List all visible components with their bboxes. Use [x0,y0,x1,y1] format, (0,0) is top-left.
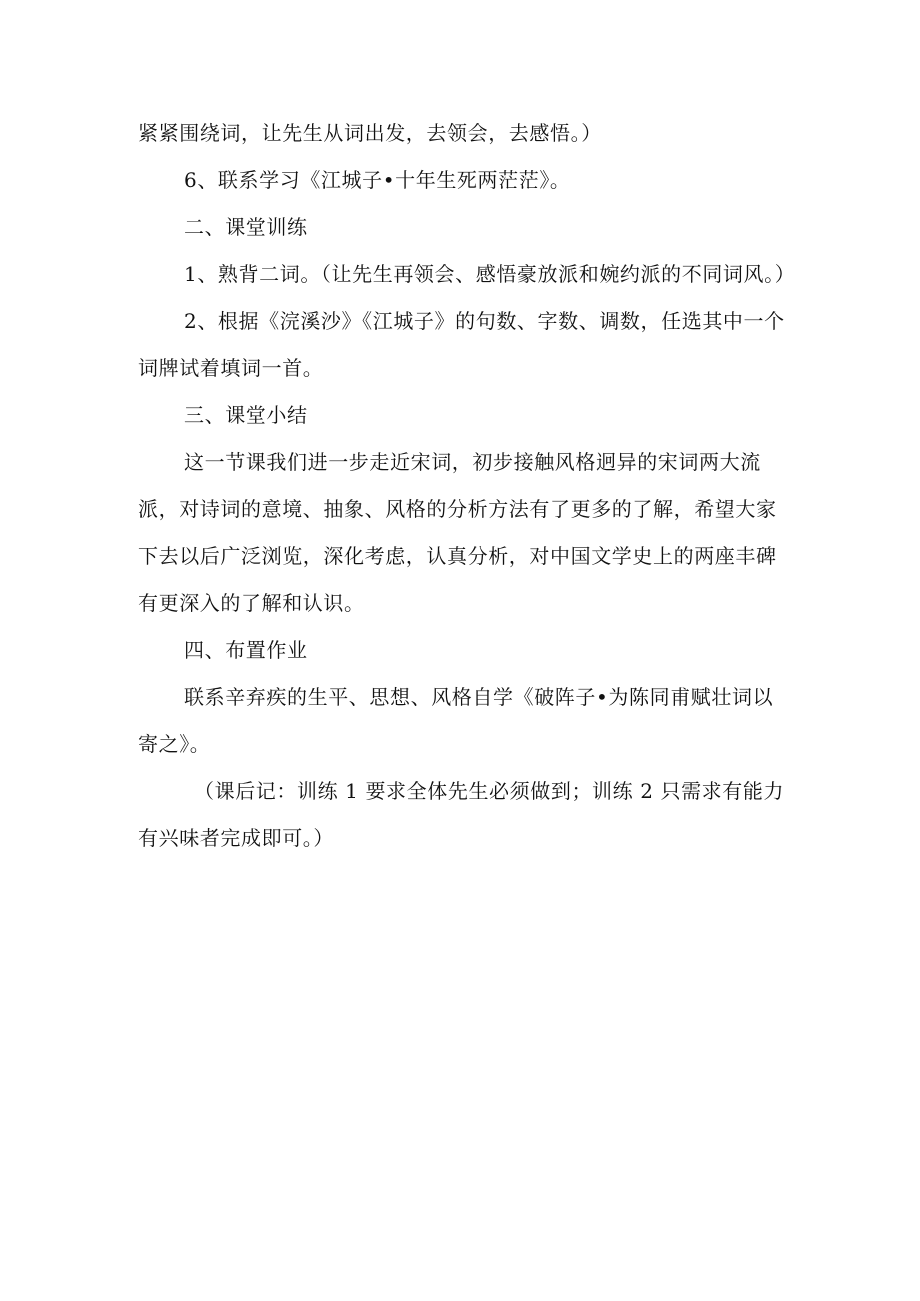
section-heading-homework: 四、布置作业 [184,638,308,662]
paragraph-item-6: 6、联系学习《江城子•十年生死两茫茫》。 [184,168,571,192]
document-body [138,110,796,862]
paragraph-training-2: 2、根据《浣溪沙》《江城子》的句数、字数、调数，任选其中一个词牌试着填词一首。 [138,309,785,380]
paragraph-continuation: 紧紧围绕词，让先生从词出发，去领会，去感悟。） [138,121,602,145]
paragraph-summary: 这一节课我们进一步走近宋词，初步接触风格迥异的宋词两大流派，对诗词的意境、抽象、风格的分析方法有了更多的了解，希望大家下去以后广泛浏览，深化考虑，认真分析，对中国文学史上的两座丰碑有更深入的了解和认识。 [138,450,777,615]
section-heading-classroom-training: 二、课堂训练 [184,215,308,239]
paragraph-training-1: 1、熟背二词。（让先生再领会、感悟豪放派和婉约派的不同词风。） [184,262,796,286]
section-heading-class-summary: 三、课堂小结 [184,403,308,427]
paragraph-homework: 联系辛弃疾的生平、思想、风格自学《破阵子•为陈同甫赋壮词以寄之》。 [138,685,774,756]
paragraph-after-class-note: （课后记：训练 1 要求全体先生必须做到；训练 2 只需求有能力有兴味者完成即可。） [138,779,785,850]
